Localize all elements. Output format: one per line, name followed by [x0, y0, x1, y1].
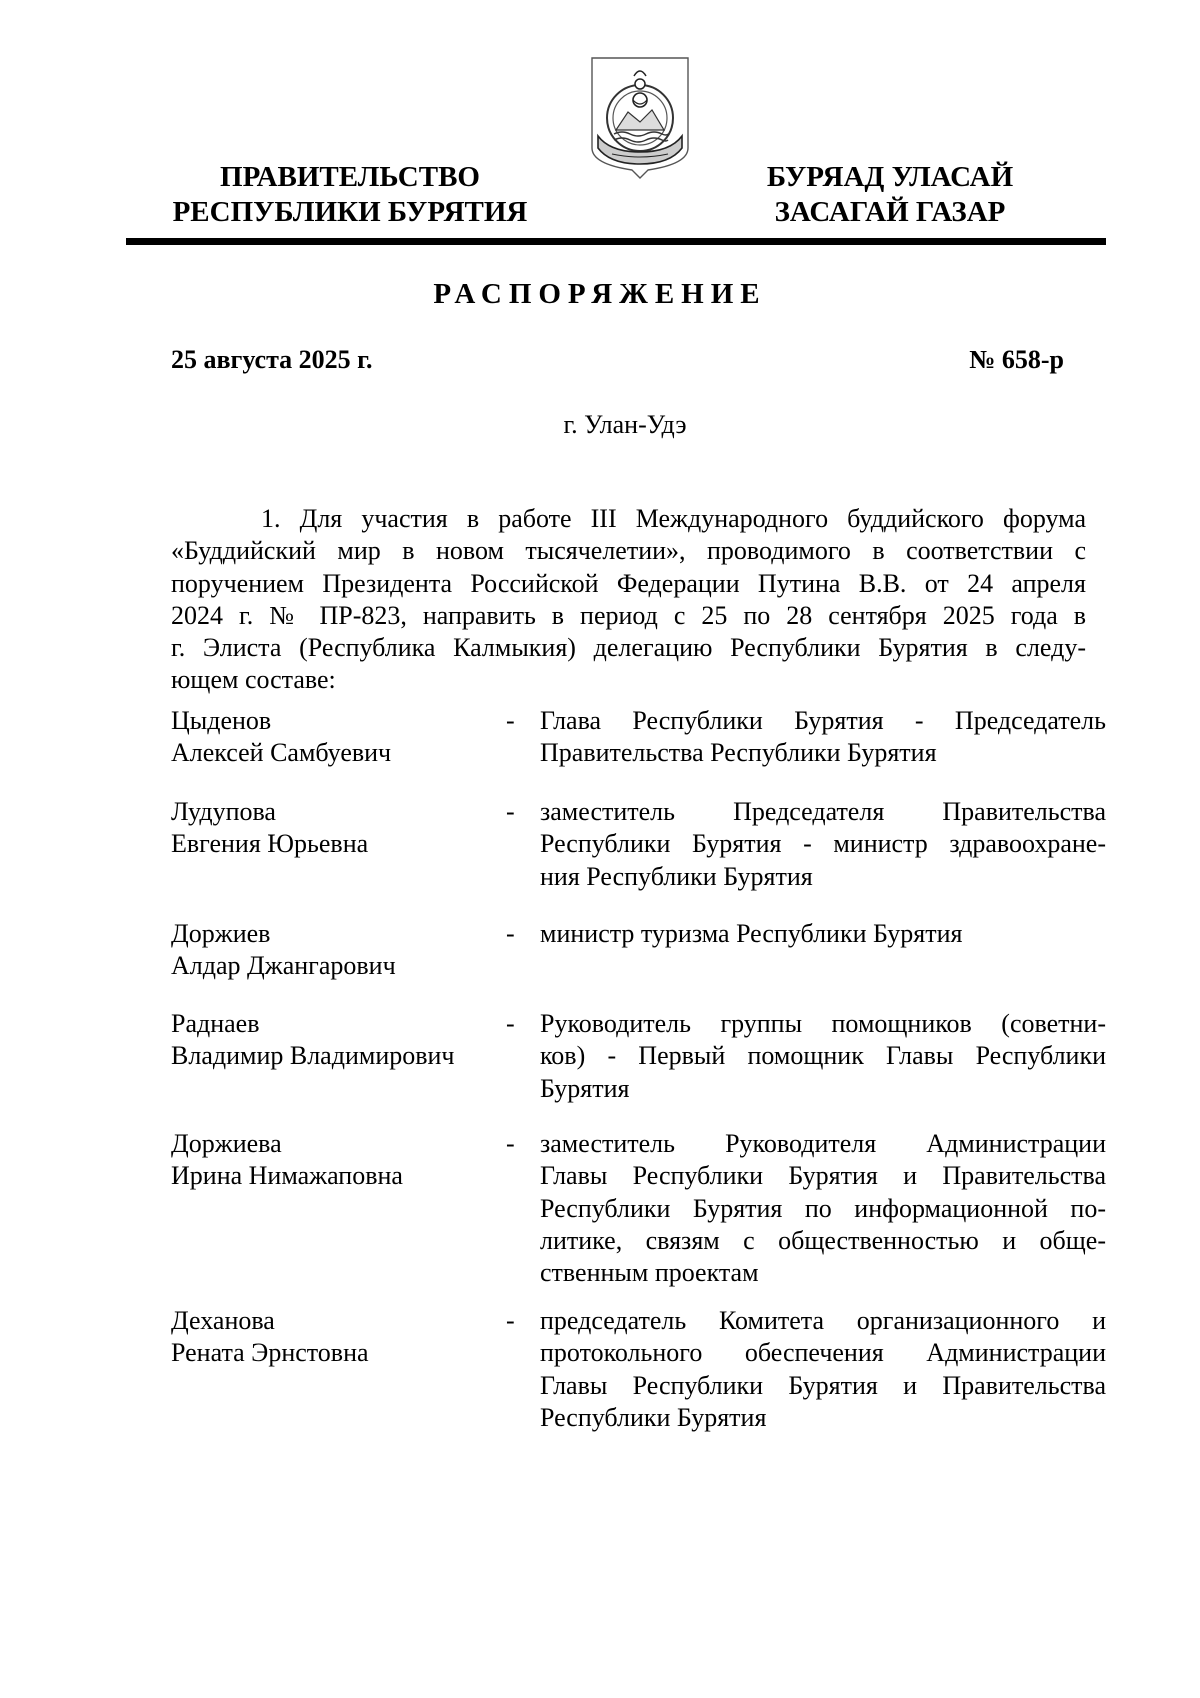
member-name [171, 918, 501, 983]
role-line: протокольного обеспечения Администрации [540, 1338, 1106, 1368]
member-given-names: Алексей Самбуевич [171, 738, 392, 768]
member-role [540, 705, 1106, 770]
paragraph-line: ющем составе: [171, 665, 336, 695]
role-line: заместитель Председателя Правительства [540, 797, 1106, 826]
role-line: Главы Республики Бурятия и Правительства [540, 1161, 1106, 1191]
member-name [171, 705, 501, 770]
entry-dash: - [506, 706, 515, 735]
entry-dash: - [506, 919, 515, 948]
role-line: ков) - Первый помощник Главы Республики [540, 1041, 1106, 1071]
document-date: 25 августа 2025 г. [171, 345, 373, 374]
paragraph-line: 2024 г. № ПР-823, направить в период с 25 по 28 сентября 2025 года в [171, 600, 1086, 630]
member-role [540, 918, 1106, 950]
member-surname: Доржиев [171, 919, 271, 948]
role-line: Руководитель группы помощников (советни- [540, 1009, 1106, 1038]
entry-dash: - [506, 1009, 515, 1038]
member-role [540, 796, 1106, 893]
header-divider [126, 238, 1106, 245]
paragraph-line: г. Элиста (Республика Калмыкия) делегацию Республики Бурятия в следу- [171, 633, 1086, 663]
org-name-russian-line-1: ПРАВИТЕЛЬСТВО [220, 161, 480, 193]
entry-dash: - [506, 1306, 515, 1335]
org-name-russian [165, 160, 535, 230]
member-given-names: Рената Эрнстовна [171, 1338, 369, 1368]
member-role [540, 1008, 1106, 1105]
role-line: Правительства Республики Бурятия [540, 738, 937, 768]
entry-dash: - [506, 1129, 515, 1158]
member-given-names: Евгения Юрьевна [171, 829, 369, 859]
role-line: председатель Комитета организационного и [540, 1306, 1106, 1335]
role-line: Республики Бурятия по информационной по- [540, 1193, 1106, 1223]
org-name-buryat-line-2: ЗАСАГАЙ ГАЗАР [774, 196, 1006, 228]
role-line: Бурятия [540, 1073, 630, 1103]
member-role [540, 1305, 1106, 1434]
member-role [540, 1128, 1106, 1289]
document-title: РАСПОРЯЖЕНИЕ [433, 278, 767, 310]
document-number: № 658-р [969, 345, 1064, 374]
member-surname: Доржиева [171, 1129, 282, 1158]
member-name [171, 1008, 501, 1073]
member-surname: Цыденов [171, 706, 272, 735]
entry-dash: - [506, 797, 515, 826]
paragraph-line: «Буддийский мир в новом тысячелетии», проводимого в соответствии с [171, 536, 1086, 566]
role-line: литике, связям с общественностью и обще- [540, 1225, 1106, 1255]
coat-of-arms-of-buryatia-icon [590, 56, 690, 180]
member-name [171, 1128, 501, 1193]
member-surname: Лудупова [171, 797, 276, 826]
role-line: заместитель Руководителя Администрации [540, 1129, 1106, 1158]
role-line: Республики Бурятия - министр здравоохране- [540, 829, 1106, 859]
role-line: ния Республики Бурятия [540, 861, 813, 891]
role-line: Главы Республики Бурятия и Правительства [540, 1370, 1106, 1400]
org-name-buryat-line-1: БУРЯАД УЛАСАЙ [766, 161, 1014, 193]
role-line: Глава Республики Бурятия - Председатель [540, 706, 1106, 735]
role-line: министр туризма Республики Бурятия [540, 919, 963, 948]
org-name-russian-line-2: РЕСПУБЛИКИ БУРЯТИЯ [172, 196, 528, 228]
member-surname: Деханова [171, 1306, 275, 1335]
member-name [171, 796, 501, 861]
member-given-names: Ирина Нимажаповна [171, 1161, 403, 1191]
member-given-names: Владимир Владимирович [171, 1041, 455, 1071]
document-city: г. Улан-Удэ [563, 410, 687, 439]
paragraph-line: 1. Для участия в работе III Международного буддийского форума [261, 504, 1086, 533]
member-name [171, 1305, 501, 1370]
paragraph-1 [171, 503, 1086, 697]
paragraph-line: поручением Президента Российской Федерации Путина В.В. от 24 апреля [171, 568, 1086, 598]
role-line: Республики Бурятия [540, 1402, 767, 1432]
role-line: ственным проектам [540, 1258, 759, 1288]
member-surname: Раднаев [171, 1009, 260, 1038]
org-name-buryat [740, 160, 1040, 230]
member-given-names: Алдар Джангарович [171, 951, 396, 981]
